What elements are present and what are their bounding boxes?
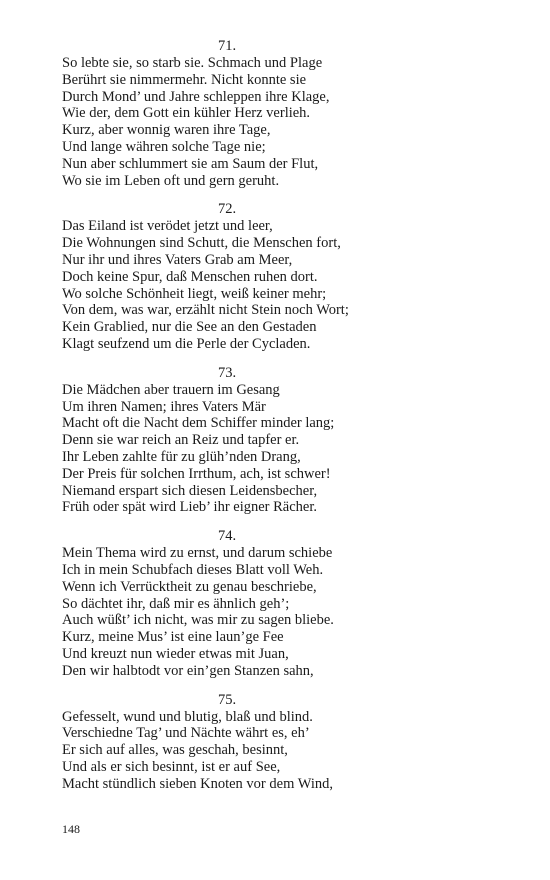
verse-line: Die Mädchen aber trauern im Gesang: [62, 381, 280, 398]
verse-line: Niemand erspart sich diesen Leidensbecher,: [62, 482, 318, 499]
verse-line: Von dem, was war, erzählt nicht Stein noch Wort;: [62, 302, 349, 319]
verse-line: Gefesselt, wund und blutig, blaß und blind.: [62, 708, 313, 725]
stanza-75: [62, 692, 392, 793]
verse-line: Um ihren Namen; ihres Vaters Mär: [62, 398, 266, 415]
verse-line: Auch wüßt’ ich nicht, was mir zu sagen bliebe.: [62, 612, 334, 629]
verse-line: Den wir halbtodt vor ein’gen Stanzen sahn,: [62, 662, 314, 679]
stanza-74: [62, 528, 392, 679]
verse-line: Früh oder spät wird Lieb’ ihr eigner Rächer.: [62, 499, 318, 516]
stanza-number: 75.: [217, 691, 237, 708]
stanza-71: [62, 38, 392, 189]
stanza-73: [62, 365, 392, 516]
verse-line: Das Eiland ist verödet jetzt und leer,: [62, 218, 273, 235]
verse-line: Kurz, aber wonnig waren ihre Tage,: [62, 122, 271, 139]
stanza-72: [62, 201, 392, 352]
stanza-number: 73.: [217, 364, 237, 381]
verse-line: Er sich auf alles, was geschah, besinnt,: [62, 742, 288, 759]
verse-line: So lebte sie, so starb sie. Schmach und Plage: [62, 55, 323, 71]
page-number: 148: [62, 822, 80, 836]
verse-line: Durch Mond’ und Jahre schleppen ihre Klage,: [62, 88, 330, 105]
verse-line: Wie der, dem Gott ein kühler Herz verlieh.: [62, 105, 311, 122]
verse-line: Ihr Leben zahlte für zu glüh’nden Drang,: [62, 448, 301, 465]
stanza-number: 71.: [217, 38, 237, 54]
verse-line: Und als er sich besinnt, ist er auf See,: [62, 758, 281, 775]
verse-line: Der Preis für solchen Irrthum, ach, ist schwer!: [62, 465, 331, 482]
verse-line: Und kreuzt nun wieder etwas mit Juan,: [62, 645, 289, 662]
verse-line: Mein Thema wird zu ernst, und darum schiebe: [62, 545, 333, 562]
verse-line: Kein Grablied, nur die See an den Gestaden: [62, 319, 317, 336]
verse-line: Die Wohnungen sind Schutt, die Menschen fort,: [62, 235, 341, 252]
verse-line: Und lange währen solche Tage nie;: [62, 138, 266, 155]
verse-line: Nur ihr und ihres Vaters Grab am Meer,: [62, 251, 293, 268]
verse-line: Wo sie im Leben oft und gern geruht.: [62, 172, 280, 189]
verse-line: Macht stündlich sieben Knoten vor dem Wind,: [62, 775, 333, 792]
verse-line: Macht oft die Nacht dem Schiffer minder lang;: [62, 415, 335, 432]
verse-line: Kurz, meine Mus’ ist eine laun’ge Fee: [62, 629, 284, 646]
verse-line: Denn sie war reich an Reiz und tapfer er.: [62, 432, 300, 449]
verse-line: Klagt seufzend um die Perle der Cycladen.: [62, 335, 311, 352]
verse-line: Wo solche Schönheit liegt, weiß keiner mehr;: [62, 285, 327, 302]
stanza-number: 74.: [217, 528, 237, 545]
verse-line: Doch keine Spur, daß Menschen ruhen dort.: [62, 268, 318, 285]
verse-line: Verschiedne Tag’ und Nächte währt es, eh’: [62, 725, 310, 742]
verse-line: Berührt sie nimmermehr. Nicht konnte sie: [62, 71, 307, 88]
poem-page: [62, 38, 392, 804]
verse-line: Nun aber schlummert sie am Saum der Flut,: [62, 155, 319, 172]
verse-line: Ich in mein Schubfach dieses Blatt voll Weh.: [62, 561, 324, 578]
stanza-number: 72.: [217, 201, 237, 218]
verse-line: So dächtet ihr, daß mir es ähnlich geh’;: [62, 595, 290, 612]
verse-line: Wenn ich Verrücktheit zu genau beschriebe,: [62, 578, 317, 595]
